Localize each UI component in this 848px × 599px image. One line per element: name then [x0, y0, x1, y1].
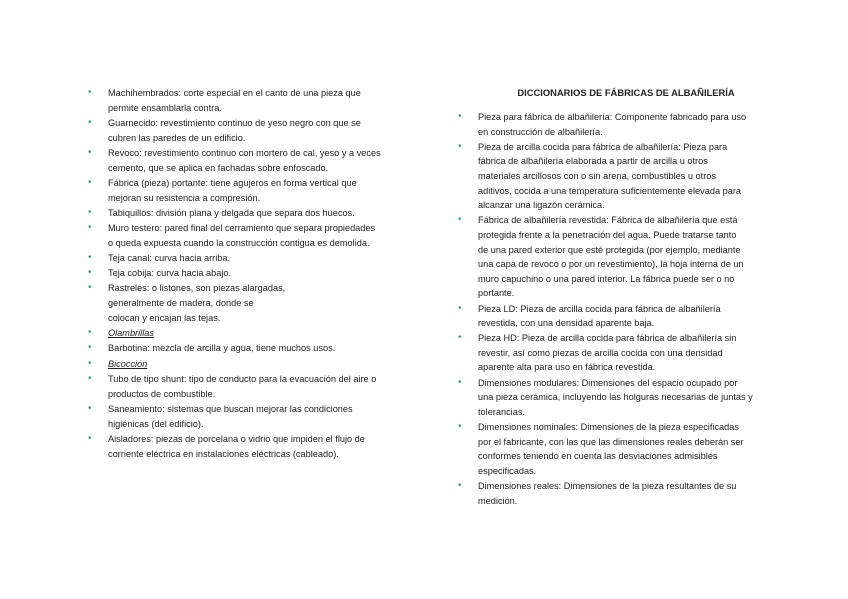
list-item-text: Tubo de tipo shunt: tipo de conducto para la evacuación del aire o — [108, 373, 377, 384]
list-item-text: permite ensamblarla contra. — [108, 102, 222, 113]
bullet-icon: • — [88, 87, 92, 98]
list-item-text: productos de combustible. — [108, 388, 216, 399]
list-item-text: Rastreles: o listones, son piezas alargadas, — [108, 283, 286, 294]
list-item-text: Revoco: revestimiento continuo con mortero de cal, yeso y a veces — [108, 147, 381, 158]
list-item-text: Bicocción — [108, 358, 148, 369]
section-title: DICCIONARIOS DE FÁBRICAS DE ALBAÑILERÍA — [517, 87, 735, 98]
list-item-text: Dimensiones modulares: Dimensiones del espacio ocupado por — [478, 377, 738, 388]
list-item-text: Fábrica (pieza) portante: tiene agujeros en forma vertical que — [108, 177, 357, 188]
list-item — [88, 266, 418, 281]
list-item-text: Teja cobija: curva hacia abajo. — [108, 268, 232, 279]
left-bullet-list — [88, 86, 418, 461]
bullet-icon: • — [88, 146, 92, 158]
list-item-text: en construcción de albañilería. — [478, 126, 603, 137]
list-item-text: protegida frente a la penetración del agua. Puede tratarse tanto — [478, 229, 737, 240]
list-item — [458, 110, 778, 139]
list-item-text: colocan y encajan las tejas. — [108, 313, 221, 324]
list-item — [88, 116, 418, 146]
bullet-icon: • — [458, 111, 462, 122]
list-item-text: revestida, con una densidad aparente baja. — [478, 318, 655, 329]
list-item — [458, 213, 778, 301]
list-item-text: Pieza LD: Pieza de arcilla cocida para fábrica de albañilería — [478, 303, 721, 314]
bullet-icon: • — [88, 222, 92, 234]
bullet-icon: • — [88, 176, 92, 188]
list-item — [458, 140, 778, 213]
list-item-text: Pieza HD: Pieza de arcilla cocida para fábrica de albañilería sin — [478, 333, 737, 344]
list-item-text: una pieza cerámica, incluyendo las holguras necesarias de juntas y — [478, 392, 753, 403]
list-item-text: Fábrica de albañilería revestida: Fábrica de albañilería que está — [478, 215, 738, 226]
list-item-text: generalmente de madera, donde se — [108, 298, 254, 309]
list-item — [88, 402, 418, 432]
bullet-icon: • — [458, 376, 462, 388]
list-item-text: Guarnecido: revestimiento continuo de yeso negro con que se — [108, 117, 361, 128]
list-item-text: fábrica de albañilería elaborada a partir de arcilla u otros — [478, 156, 708, 167]
list-item-text: alcanzar una ligazón cerámica. — [478, 200, 605, 211]
right-bullet-list — [458, 110, 778, 508]
bullet-icon: • — [458, 421, 462, 433]
list-item-text: o queda expuesta cuando la construcción contigua es demolida. — [108, 237, 370, 248]
list-item-text: especificadas. — [478, 465, 537, 476]
list-item — [88, 206, 418, 221]
list-item-text: Pieza de arcilla cocida para fábrica de albañilería: Pieza para — [478, 141, 728, 152]
list-item-text: Barbotina: mezcla de arcilla y agua, tiene muchos usos. — [108, 343, 336, 354]
list-item-text: revestir, así como piezas de arcilla cocida con una densidad — [478, 347, 723, 358]
list-item-text: medición. — [478, 495, 518, 506]
bullet-icon: • — [458, 480, 462, 491]
list-item — [458, 331, 778, 375]
list-item-text: higiénicas (del edificio). — [108, 418, 204, 429]
bullet-icon: • — [88, 432, 92, 444]
list-item-text: una capa de revoco o por un revestimiento), la hoja interna de un — [478, 259, 744, 270]
list-item-text: de una pared exterior que esté protegida (por ejemplo, mediante — [478, 244, 741, 255]
bullet-icon: • — [458, 214, 462, 226]
list-item-text: aparente alta para uso en fábrica revestida. — [478, 362, 656, 373]
bullet-icon: • — [88, 206, 92, 218]
list-item-text: Teja canal: curva hacia arriba. — [108, 253, 231, 264]
list-item — [88, 146, 418, 176]
list-item-text: conformes teniendo en cuenta las desviaciones admisibles — [478, 451, 718, 462]
list-item-text: mejoran su resistencia a compresión. — [108, 192, 261, 203]
list-item — [88, 176, 418, 206]
left-column — [88, 86, 418, 462]
list-item — [458, 479, 778, 508]
bullet-icon: • — [458, 302, 462, 314]
list-item-text: materiales arcillosos con o sin arena, combustibles u otros — [478, 170, 716, 181]
bullet-icon: • — [88, 357, 92, 369]
list-item-text: Olambrillas — [108, 328, 154, 339]
list-item-text: Saneamiento: sistemas que buscan mejorar las condiciones — [108, 403, 353, 414]
list-item-text: portante. — [478, 288, 515, 299]
list-item-text: por el fabricante, con las que las dimensiones reales deberán ser — [478, 436, 744, 447]
list-item-text: corriente eléctrica en instalaciones eléctricas (cableado). — [108, 448, 339, 459]
list-item — [88, 86, 418, 116]
list-item-text: muro capuchino o una pared interior. La fábrica puede ser o no — [478, 273, 735, 284]
list-item-text: Aisladores: piezas de porcelana o vidrio que impiden el flujo de — [108, 433, 365, 444]
list-item — [88, 357, 418, 372]
bullet-icon: • — [458, 140, 462, 152]
bullet-icon: • — [88, 342, 92, 354]
list-item-text: Dimensiones nominales: Dimensiones de la pieza especificadas — [478, 422, 739, 433]
bullet-icon: • — [88, 252, 92, 264]
list-item-text: Dimensiones reales: Dimensiones de la pieza resultantes de su — [478, 481, 737, 491]
bullet-icon: • — [88, 116, 92, 128]
list-item-text: cubren las paredes de un edificio. — [108, 132, 246, 143]
bullet-icon: • — [88, 402, 92, 414]
bullet-icon: • — [88, 267, 92, 279]
list-item-text: cemento, que se aplica en fachadas sobre enfoscado. — [108, 162, 329, 173]
list-item — [88, 251, 418, 266]
list-item — [88, 432, 418, 462]
list-item — [88, 221, 418, 251]
list-item — [458, 420, 778, 478]
list-item — [88, 326, 418, 341]
list-item — [458, 302, 778, 331]
list-item — [88, 372, 418, 402]
bullet-icon: • — [88, 327, 92, 339]
bullet-icon: • — [88, 372, 92, 384]
bullet-icon: • — [458, 332, 462, 344]
bullet-icon: • — [88, 282, 92, 294]
list-item-text: Muro testero: pared final del cerramiento que separa propiedades — [108, 223, 376, 234]
list-item-text: tolerancias. — [478, 406, 525, 417]
list-item — [88, 281, 418, 325]
list-item-text: Pieza para fábrica de albañilería: Componente fabricado para uso — [478, 112, 747, 122]
right-column — [458, 86, 778, 509]
list-item — [88, 341, 418, 356]
list-item-text: aditivos, cocida a una temperatura suficientemente elevada para — [478, 185, 742, 196]
list-item-text: Tabiquillos: división plana y delgada que separa dos huecos. — [108, 207, 355, 218]
list-item-text: Machihembrados: corte especial en el canto de una pieza que — [108, 88, 361, 98]
list-item — [458, 376, 778, 420]
